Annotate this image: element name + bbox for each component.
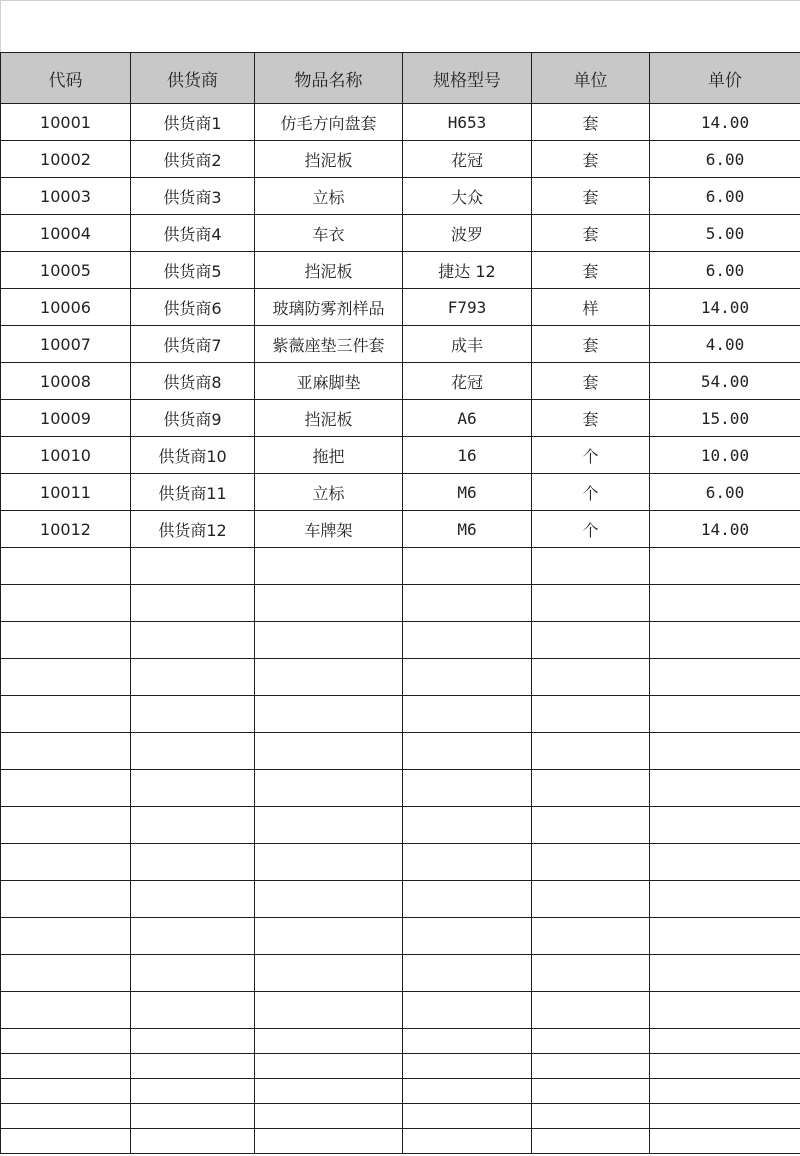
empty-cell[interactable] xyxy=(255,955,403,992)
empty-cell[interactable] xyxy=(650,1029,800,1054)
table-row xyxy=(1,252,800,289)
empty-cell[interactable] xyxy=(532,844,650,881)
empty-cell[interactable] xyxy=(532,881,650,918)
empty-cell[interactable] xyxy=(1,1029,131,1054)
empty-cell[interactable] xyxy=(131,955,255,992)
cell-supplier[interactable]: 供货商2 xyxy=(131,141,255,178)
empty-cell[interactable] xyxy=(403,992,532,1029)
cell-spec[interactable]: F793 xyxy=(403,289,532,326)
cell-item-name[interactable]: 拖把 xyxy=(255,437,403,474)
empty-cell[interactable] xyxy=(255,1104,403,1129)
empty-row xyxy=(1,659,800,696)
empty-cell[interactable] xyxy=(255,696,403,733)
empty-cell[interactable] xyxy=(255,1029,403,1054)
table-row xyxy=(1,474,800,511)
empty-cell[interactable] xyxy=(532,659,650,696)
cell-price[interactable]: 10.00 xyxy=(650,437,800,474)
cell-code[interactable]: 10011 xyxy=(1,474,131,511)
empty-cell[interactable] xyxy=(532,992,650,1029)
cell-price[interactable]: 6.00 xyxy=(650,474,800,511)
empty-cell[interactable] xyxy=(1,733,131,770)
cell-supplier[interactable]: 供货商6 xyxy=(131,289,255,326)
table-row xyxy=(1,215,800,252)
cell-item-name[interactable]: 立标 xyxy=(255,474,403,511)
header-supplier[interactable]: 供货商 xyxy=(131,53,255,104)
empty-cell[interactable] xyxy=(131,807,255,844)
empty-cell[interactable] xyxy=(532,770,650,807)
empty-cell[interactable] xyxy=(532,1104,650,1129)
empty-cell[interactable] xyxy=(255,659,403,696)
empty-cell[interactable] xyxy=(403,696,532,733)
cell-code[interactable]: 10006 xyxy=(1,289,131,326)
cell-code[interactable]: 10012 xyxy=(1,511,131,548)
empty-cell[interactable] xyxy=(403,659,532,696)
empty-cell[interactable] xyxy=(255,770,403,807)
empty-cell[interactable] xyxy=(131,1079,255,1104)
empty-cell[interactable] xyxy=(403,807,532,844)
empty-row xyxy=(1,807,800,844)
empty-cell[interactable] xyxy=(650,733,800,770)
cell-price[interactable]: 6.00 xyxy=(650,178,800,215)
empty-cell[interactable] xyxy=(532,1029,650,1054)
empty-cell[interactable] xyxy=(1,1079,131,1104)
empty-cell[interactable] xyxy=(403,844,532,881)
empty-cell[interactable] xyxy=(131,770,255,807)
cell-spec[interactable]: 波罗 xyxy=(403,215,532,252)
cell-supplier[interactable]: 供货商8 xyxy=(131,363,255,400)
cell-unit[interactable]: 套 xyxy=(532,178,650,215)
empty-row xyxy=(1,1054,800,1079)
cell-price[interactable]: 14.00 xyxy=(650,511,800,548)
empty-cell[interactable] xyxy=(255,585,403,622)
empty-cell[interactable] xyxy=(131,733,255,770)
empty-cell[interactable] xyxy=(1,1104,131,1129)
cell-unit[interactable]: 个 xyxy=(532,511,650,548)
cell-supplier[interactable]: 供货商11 xyxy=(131,474,255,511)
empty-cell[interactable] xyxy=(1,770,131,807)
empty-cell[interactable] xyxy=(403,1079,532,1104)
cell-price[interactable]: 54.00 xyxy=(650,363,800,400)
empty-row xyxy=(1,1029,800,1054)
empty-row xyxy=(1,1104,800,1129)
header-price[interactable]: 单价 xyxy=(650,53,800,104)
cell-supplier[interactable]: 供货商4 xyxy=(131,215,255,252)
cell-spec[interactable]: 成丰 xyxy=(403,326,532,363)
empty-cell[interactable] xyxy=(532,1129,650,1154)
empty-row xyxy=(1,733,800,770)
cell-item-name[interactable]: 挡泥板 xyxy=(255,141,403,178)
cell-code[interactable]: 10005 xyxy=(1,252,131,289)
empty-cell[interactable] xyxy=(403,585,532,622)
empty-cell[interactable] xyxy=(403,1104,532,1129)
empty-cell[interactable] xyxy=(131,696,255,733)
empty-row xyxy=(1,955,800,992)
cell-spec[interactable]: H653 xyxy=(403,104,532,141)
cell-unit[interactable]: 套 xyxy=(532,141,650,178)
empty-cell[interactable] xyxy=(131,659,255,696)
empty-cell[interactable] xyxy=(650,585,800,622)
empty-cell[interactable] xyxy=(403,955,532,992)
empty-cell[interactable] xyxy=(1,1054,131,1079)
empty-cell[interactable] xyxy=(255,918,403,955)
empty-cell[interactable] xyxy=(403,1029,532,1054)
empty-cell[interactable] xyxy=(532,1054,650,1079)
cell-unit[interactable]: 套 xyxy=(532,215,650,252)
cell-unit[interactable]: 个 xyxy=(532,474,650,511)
empty-cell[interactable] xyxy=(403,881,532,918)
cell-item-name[interactable]: 紫薇座垫三件套 xyxy=(255,326,403,363)
table-row xyxy=(1,511,800,548)
empty-row xyxy=(1,918,800,955)
empty-cell[interactable] xyxy=(131,585,255,622)
empty-cell[interactable] xyxy=(650,622,800,659)
cell-code[interactable]: 10009 xyxy=(1,400,131,437)
empty-cell[interactable] xyxy=(650,918,800,955)
empty-cell[interactable] xyxy=(1,622,131,659)
cell-price[interactable]: 15.00 xyxy=(650,400,800,437)
sheet-top-margin xyxy=(0,0,800,52)
table-row xyxy=(1,400,800,437)
cell-unit[interactable]: 套 xyxy=(532,400,650,437)
empty-cell[interactable] xyxy=(532,585,650,622)
cell-unit[interactable]: 套 xyxy=(532,252,650,289)
empty-cell[interactable] xyxy=(255,622,403,659)
empty-cell[interactable] xyxy=(1,844,131,881)
empty-cell[interactable] xyxy=(255,733,403,770)
cell-item-name[interactable]: 亚麻脚垫 xyxy=(255,363,403,400)
empty-cell[interactable] xyxy=(255,844,403,881)
empty-cell[interactable] xyxy=(650,696,800,733)
cell-supplier[interactable]: 供货商12 xyxy=(131,511,255,548)
empty-cell[interactable] xyxy=(1,1129,131,1154)
empty-cell[interactable] xyxy=(532,1079,650,1104)
empty-cell[interactable] xyxy=(650,1054,800,1079)
cell-price[interactable]: 6.00 xyxy=(650,141,800,178)
empty-cell[interactable] xyxy=(650,844,800,881)
empty-cell[interactable] xyxy=(650,881,800,918)
empty-row xyxy=(1,696,800,733)
table-row xyxy=(1,289,800,326)
header-spec[interactable]: 规格型号 xyxy=(403,53,532,104)
cell-item-name[interactable]: 车牌架 xyxy=(255,511,403,548)
empty-cell[interactable] xyxy=(650,1079,800,1104)
empty-cell[interactable] xyxy=(403,770,532,807)
empty-cell[interactable] xyxy=(255,881,403,918)
table-row xyxy=(1,178,800,215)
cell-item-name[interactable]: 车衣 xyxy=(255,215,403,252)
cell-spec[interactable]: 捷达 12 xyxy=(403,252,532,289)
empty-cell[interactable] xyxy=(532,918,650,955)
empty-cell[interactable] xyxy=(1,918,131,955)
empty-cell[interactable] xyxy=(403,1129,532,1154)
empty-cell[interactable] xyxy=(131,622,255,659)
empty-cell[interactable] xyxy=(1,585,131,622)
cell-item-name[interactable]: 仿毛方向盘套 xyxy=(255,104,403,141)
cell-supplier[interactable]: 供货商3 xyxy=(131,178,255,215)
empty-cell[interactable] xyxy=(131,1129,255,1154)
cell-price[interactable]: 5.00 xyxy=(650,215,800,252)
empty-cell[interactable] xyxy=(650,770,800,807)
cell-unit[interactable]: 套 xyxy=(532,363,650,400)
empty-cell[interactable] xyxy=(650,1104,800,1129)
header-unit[interactable]: 单位 xyxy=(532,53,650,104)
empty-cell[interactable] xyxy=(403,548,532,585)
cell-spec[interactable]: A6 xyxy=(403,400,532,437)
empty-row xyxy=(1,881,800,918)
empty-cell[interactable] xyxy=(131,548,255,585)
empty-cell[interactable] xyxy=(1,548,131,585)
cell-supplier[interactable]: 供货商1 xyxy=(131,104,255,141)
supplier-items-table xyxy=(0,52,800,1154)
empty-cell[interactable] xyxy=(532,807,650,844)
empty-cell[interactable] xyxy=(131,1054,255,1079)
table-row xyxy=(1,437,800,474)
empty-cell[interactable] xyxy=(1,696,131,733)
cell-code[interactable]: 10008 xyxy=(1,363,131,400)
cell-unit[interactable]: 套 xyxy=(532,104,650,141)
cell-spec[interactable]: 花冠 xyxy=(403,363,532,400)
cell-spec[interactable]: M6 xyxy=(403,474,532,511)
cell-code[interactable]: 10004 xyxy=(1,215,131,252)
empty-cell[interactable] xyxy=(650,659,800,696)
cell-spec[interactable]: 花冠 xyxy=(403,141,532,178)
empty-cell[interactable] xyxy=(1,881,131,918)
empty-cell[interactable] xyxy=(650,955,800,992)
empty-cell[interactable] xyxy=(255,807,403,844)
table-row xyxy=(1,363,800,400)
table-row xyxy=(1,104,800,141)
cell-code[interactable]: 10007 xyxy=(1,326,131,363)
empty-cell[interactable] xyxy=(131,844,255,881)
cell-price[interactable]: 4.00 xyxy=(650,326,800,363)
empty-cell[interactable] xyxy=(532,733,650,770)
empty-cell[interactable] xyxy=(131,881,255,918)
cell-supplier[interactable]: 供货商9 xyxy=(131,400,255,437)
cell-spec[interactable]: 大众 xyxy=(403,178,532,215)
table-row xyxy=(1,141,800,178)
empty-cell[interactable] xyxy=(532,622,650,659)
empty-cell[interactable] xyxy=(1,955,131,992)
empty-row xyxy=(1,1079,800,1104)
empty-row xyxy=(1,1129,800,1154)
cell-unit[interactable]: 套 xyxy=(532,326,650,363)
cell-code[interactable]: 10010 xyxy=(1,437,131,474)
cell-spec[interactable]: M6 xyxy=(403,511,532,548)
table-row xyxy=(1,326,800,363)
empty-cell[interactable] xyxy=(255,1079,403,1104)
cell-supplier[interactable]: 供货商5 xyxy=(131,252,255,289)
empty-row xyxy=(1,844,800,881)
empty-cell[interactable] xyxy=(650,1129,800,1154)
cell-item-name[interactable]: 挡泥板 xyxy=(255,400,403,437)
cell-supplier[interactable]: 供货商7 xyxy=(131,326,255,363)
cell-item-name[interactable]: 挡泥板 xyxy=(255,252,403,289)
cell-code[interactable]: 10001 xyxy=(1,104,131,141)
cell-price[interactable]: 14.00 xyxy=(650,289,800,326)
empty-cell[interactable] xyxy=(255,548,403,585)
empty-cell[interactable] xyxy=(650,548,800,585)
empty-cell[interactable] xyxy=(532,696,650,733)
empty-cell[interactable] xyxy=(532,548,650,585)
cell-code[interactable]: 10003 xyxy=(1,178,131,215)
header-item-name[interactable]: 物品名称 xyxy=(255,53,403,104)
empty-cell[interactable] xyxy=(403,622,532,659)
empty-cell[interactable] xyxy=(255,1129,403,1154)
empty-cell[interactable] xyxy=(1,992,131,1029)
cell-price[interactable]: 6.00 xyxy=(650,252,800,289)
empty-row xyxy=(1,585,800,622)
empty-cell[interactable] xyxy=(131,1029,255,1054)
cell-spec[interactable]: 16 xyxy=(403,437,532,474)
empty-cell[interactable] xyxy=(650,807,800,844)
empty-cell[interactable] xyxy=(532,955,650,992)
empty-row xyxy=(1,622,800,659)
empty-cell[interactable] xyxy=(650,992,800,1029)
empty-cell[interactable] xyxy=(131,1104,255,1129)
empty-row xyxy=(1,992,800,1029)
empty-cell[interactable] xyxy=(131,992,255,1029)
cell-supplier[interactable]: 供货商10 xyxy=(131,437,255,474)
empty-cell[interactable] xyxy=(1,807,131,844)
empty-cell[interactable] xyxy=(403,1054,532,1079)
cell-item-name[interactable]: 立标 xyxy=(255,178,403,215)
cell-unit[interactable]: 个 xyxy=(532,437,650,474)
empty-cell[interactable] xyxy=(403,733,532,770)
empty-cell[interactable] xyxy=(255,1054,403,1079)
empty-row xyxy=(1,770,800,807)
empty-cell[interactable] xyxy=(1,659,131,696)
cell-unit[interactable]: 样 xyxy=(532,289,650,326)
cell-code[interactable]: 10002 xyxy=(1,141,131,178)
empty-cell[interactable] xyxy=(131,918,255,955)
table-header-row xyxy=(1,53,800,104)
header-code[interactable]: 代码 xyxy=(1,53,131,104)
empty-cell[interactable] xyxy=(403,918,532,955)
cell-price[interactable]: 14.00 xyxy=(650,104,800,141)
empty-row xyxy=(1,548,800,585)
cell-item-name[interactable]: 玻璃防雾剂样品 xyxy=(255,289,403,326)
empty-cell[interactable] xyxy=(255,992,403,1029)
